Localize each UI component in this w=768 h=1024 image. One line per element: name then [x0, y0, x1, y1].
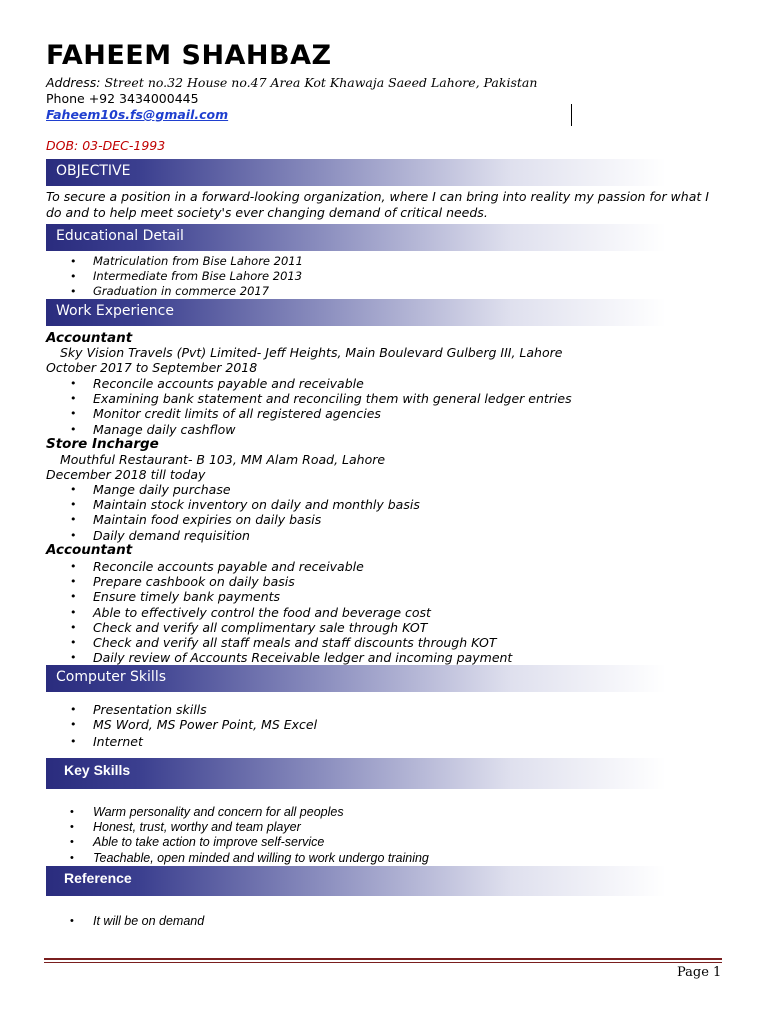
job-title: Accountant: [46, 542, 133, 558]
job-company: Mouthful Restaurant- B 103, MM Alam Road, Lahore: [60, 452, 386, 467]
job-title: Accountant: [46, 330, 133, 346]
section-title: Reference: [64, 870, 132, 886]
list-item: • Graduation in commerce 2017: [46, 284, 303, 299]
list-item: • Manage daily cashflow: [46, 422, 572, 437]
list-item: • Honest, trust, worthy and team player: [46, 820, 429, 835]
page-number: Page 1: [677, 965, 722, 980]
list-item: • Maintain stock inventory on daily and monthly basis: [46, 497, 420, 512]
objective-header: [46, 159, 666, 186]
email-link[interactable]: Faheem10s.fs@gmail.com: [46, 107, 229, 122]
section-title: Educational Detail: [56, 228, 184, 244]
list-item: • Daily demand requisition: [46, 528, 420, 543]
reference-header: [46, 866, 666, 896]
job-duties: [46, 559, 512, 665]
section-title: Work Experience: [56, 303, 174, 319]
list-item: • Reconcile accounts payable and receivable: [46, 559, 512, 574]
section-title: OBJECTIVE: [56, 163, 131, 179]
job-company: Sky Vision Travels (Pvt) Limited- Jeff Heights, Main Boulevard Gulberg III, Lahore: [60, 345, 563, 360]
education-list: [46, 254, 303, 300]
address-line: [46, 75, 537, 90]
list-item: • Daily review of Accounts Receivable ledger and incoming payment: [46, 650, 512, 665]
job-duties: [46, 482, 420, 543]
list-item: • Ensure timely bank payments: [46, 589, 512, 604]
job-period: October 2017 to September 2018: [46, 360, 258, 375]
list-item: • Teachable, open minded and willing to work undergo training: [46, 851, 429, 866]
footer-rule: [44, 958, 722, 960]
list-item: • Examining bank statement and reconciling them with general ledger entries: [46, 391, 572, 406]
list-item: • Check and verify all complimentary sale through KOT: [46, 620, 512, 635]
education-header: [46, 224, 666, 251]
list-item: • Monitor credit limits of all registered agencies: [46, 406, 572, 421]
list-item: • Internet: [46, 734, 317, 749]
computer-skills-list: [46, 702, 317, 750]
list-item: • Prepare cashbook on daily basis: [46, 574, 512, 589]
list-item: • Intermediate from Bise Lahore 2013: [46, 269, 303, 284]
text-cursor: [571, 104, 572, 126]
work-header: [46, 299, 666, 326]
job-title: Store Incharge: [46, 436, 159, 452]
job-period: December 2018 till today: [46, 467, 206, 482]
address-label: Address:: [46, 75, 101, 90]
list-item: • Warm personality and concern for all peoples: [46, 805, 429, 820]
candidate-name: FAHEEM SHAHBAZ: [46, 40, 332, 71]
list-item: • It will be on demand: [46, 914, 204, 929]
reference-list: [46, 914, 204, 929]
key-skills-list: [46, 805, 429, 866]
list-item: • Able to effectively control the food and beverage cost: [46, 605, 512, 620]
list-item: • MS Word, MS Power Point, MS Excel: [46, 717, 317, 732]
section-title: Key Skills: [64, 762, 131, 778]
dob-line: DOB: 03-DEC-1993: [46, 138, 166, 153]
job-duties: [46, 376, 572, 437]
list-item: • Able to take action to improve self-service: [46, 835, 429, 850]
list-item: • Maintain food expiries on daily basis: [46, 512, 420, 527]
list-item: • Presentation skills: [46, 702, 317, 717]
section-title: Computer Skills: [56, 669, 167, 685]
list-item: • Matriculation from Bise Lahore 2011: [46, 254, 303, 269]
footer-rule-thin: [44, 962, 722, 963]
list-item: • Mange daily purchase: [46, 482, 420, 497]
phone-line: Phone +92 3434000445: [46, 91, 199, 106]
key-skills-header: [46, 758, 666, 789]
address-text: Street no.32 House no.47 Area Kot Khawaja Saeed Lahore, Pakistan: [100, 75, 538, 90]
list-item: • Reconcile accounts payable and receivable: [46, 376, 572, 391]
list-item: • Check and verify all staff meals and staff discounts through KOT: [46, 635, 512, 650]
objective-text: To secure a position in a forward-looking organization, where I can bring into reality my passion for what I do and to help meet society's ever changing demand of critical needs.: [46, 189, 709, 220]
computer-skills-header: [46, 665, 666, 692]
